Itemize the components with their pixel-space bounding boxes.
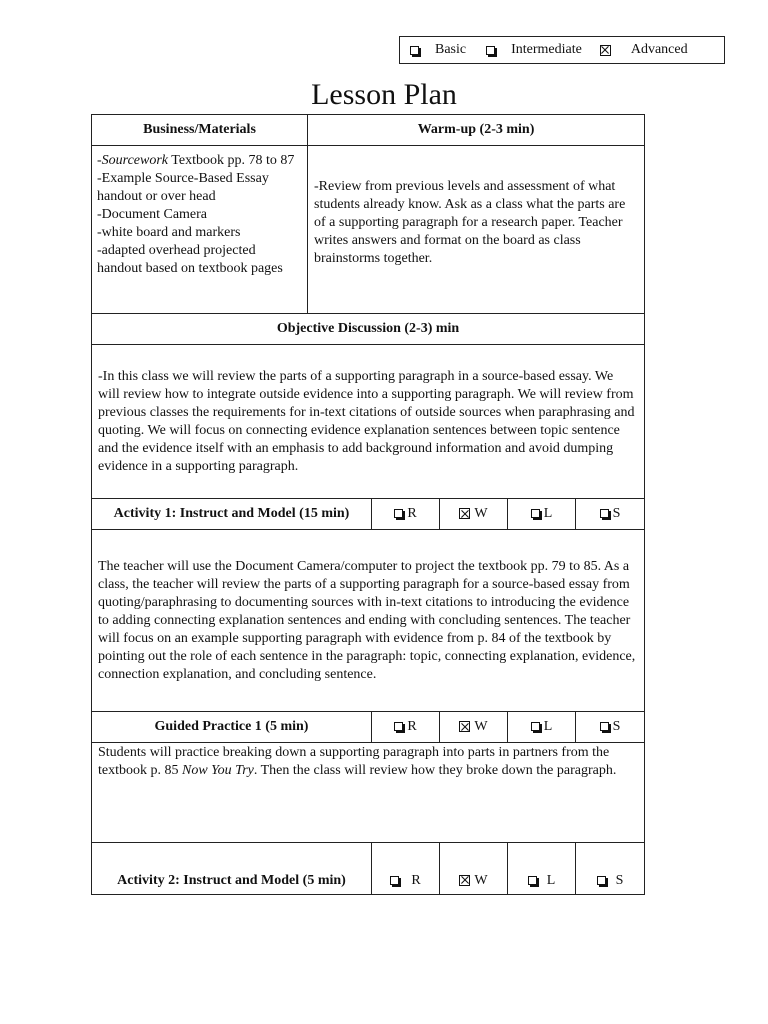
skill-label: R (411, 872, 421, 888)
business-materials-cell (92, 146, 308, 314)
activity2-skill-w[interactable] (440, 843, 508, 895)
lesson-plan-table (91, 114, 644, 895)
guided1-skill-l[interactable] (508, 712, 576, 743)
activity2-header: Activity 2: Instruct and Model (5 min) (92, 843, 372, 895)
guided1-skill-w[interactable] (440, 712, 508, 743)
materials-line-1-rest: Textbook pp. 78 to 87 (168, 153, 295, 168)
guided1-text-after: . Then the class will review how they broke down the paragraph. (253, 763, 617, 778)
skill-label: L (546, 872, 556, 888)
level-intermediate[interactable] (486, 42, 582, 58)
s-checkbox-icon[interactable] (600, 509, 609, 518)
r-checkbox-icon[interactable] (394, 722, 403, 731)
materials-line-3: -Document Camera (97, 207, 208, 222)
guided1-skill-r[interactable] (372, 712, 440, 743)
l-checkbox-icon[interactable] (531, 509, 540, 518)
w-checked-box-icon[interactable] (459, 721, 470, 732)
level-basic[interactable] (410, 42, 466, 58)
skill-label: W (474, 719, 488, 734)
w-checked-box-icon[interactable] (459, 508, 470, 519)
page-title: Lesson Plan (311, 78, 457, 111)
activity1-skill-w[interactable] (440, 499, 508, 530)
guided1-header: Guided Practice 1 (5 min) (92, 712, 372, 743)
business-materials-header: Business/Materials (92, 115, 308, 146)
objective-text: -In this class we will review the parts of a supporting paragraph in a source-based essay. We will review how to integrate outside evidence into a supporting paragraph. We will review from previous classes the requirements for in-text citations of outside sources when paraphrasing and quoting. We will focus on connecting evidence explanation sentences between topic sentence and the evidence itself with an emphasis to add background information and avoid dumping evidence in a supporting paragraph. (92, 345, 645, 499)
skill-label: R (407, 506, 417, 521)
activity1-header: Activity 1: Instruct and Model (15 min) (92, 499, 372, 530)
w-checked-box-icon[interactable] (459, 875, 470, 886)
r-checkbox-icon[interactable] (390, 876, 399, 885)
skill-label: S (612, 506, 621, 521)
activity1-skill-l[interactable] (508, 499, 576, 530)
skill-label: S (612, 719, 621, 734)
warmup-header: Warm-up (2-3 min) (308, 115, 645, 146)
level-selector (399, 36, 725, 64)
activity2-skill-s[interactable] (576, 843, 645, 895)
guided1-skill-s[interactable] (576, 712, 645, 743)
activity1-skill-r[interactable] (372, 499, 440, 530)
guided1-text (92, 743, 645, 843)
materials-line-2: -Example Source-Based Essay handout or over head (97, 171, 269, 204)
level-advanced[interactable] (600, 42, 688, 58)
s-checkbox-icon[interactable] (597, 876, 606, 885)
level-advanced-label: Advanced (630, 42, 688, 57)
materials-line-1 (97, 152, 302, 170)
r-checkbox-icon[interactable] (394, 509, 403, 518)
skill-label: L (543, 506, 553, 521)
basic-checkbox-icon[interactable] (410, 46, 419, 55)
sourcework-title: -Sourcework (97, 153, 169, 168)
level-intermediate-label: Intermediate (511, 42, 582, 57)
now-you-try-title: Now You Try (182, 763, 254, 778)
warmup-text: -Review from previous levels and assessment of what students already know. Ask as a class what the parts are of a supporting paragraph for a research paper. Teacher writes answers and format on the board as class brainstorms together. (308, 146, 645, 314)
objective-header: Objective Discussion (2-3) min (92, 314, 645, 345)
advanced-checked-box-icon[interactable] (600, 45, 611, 56)
l-checkbox-icon[interactable] (531, 722, 540, 731)
intermediate-checkbox-icon[interactable] (486, 46, 495, 55)
skill-label: W (474, 506, 488, 521)
skill-label: R (407, 719, 417, 734)
s-checkbox-icon[interactable] (600, 722, 609, 731)
materials-line-4: -white board and markers (97, 225, 241, 240)
activity1-skill-s[interactable] (576, 499, 645, 530)
materials-line-5: -adapted overhead projected handout based on textbook pages (97, 243, 283, 276)
skill-label: W (474, 872, 488, 888)
skill-label: L (543, 719, 553, 734)
guided1-text-before: Students will practice breaking down a supporting paragraph into parts in partners from the textbook p. 85 (98, 745, 610, 778)
l-checkbox-icon[interactable] (528, 876, 537, 885)
activity1-text: The teacher will use the Document Camera/computer to project the textbook pp. 79 to 85. As a class, the teacher will review the parts of a supporting paragraph for a source-based essay from quoting/paraphrasing to documenting sources with in-text citations to introducing the evidence to adding connecting explanation sentences and ending with concluding sentences. The teacher will focus on an example supporting paragraph with evidence from p. 84 of the textbook by pointing out the role of each sentence in the paragraph: topic, connecting explanation, evidence, connection explanation, and concluding sentence. (92, 530, 645, 712)
activity2-skill-l[interactable] (508, 843, 576, 895)
level-basic-label: Basic (435, 42, 467, 57)
skill-label: S (615, 872, 624, 888)
activity2-skill-r[interactable] (372, 843, 440, 895)
